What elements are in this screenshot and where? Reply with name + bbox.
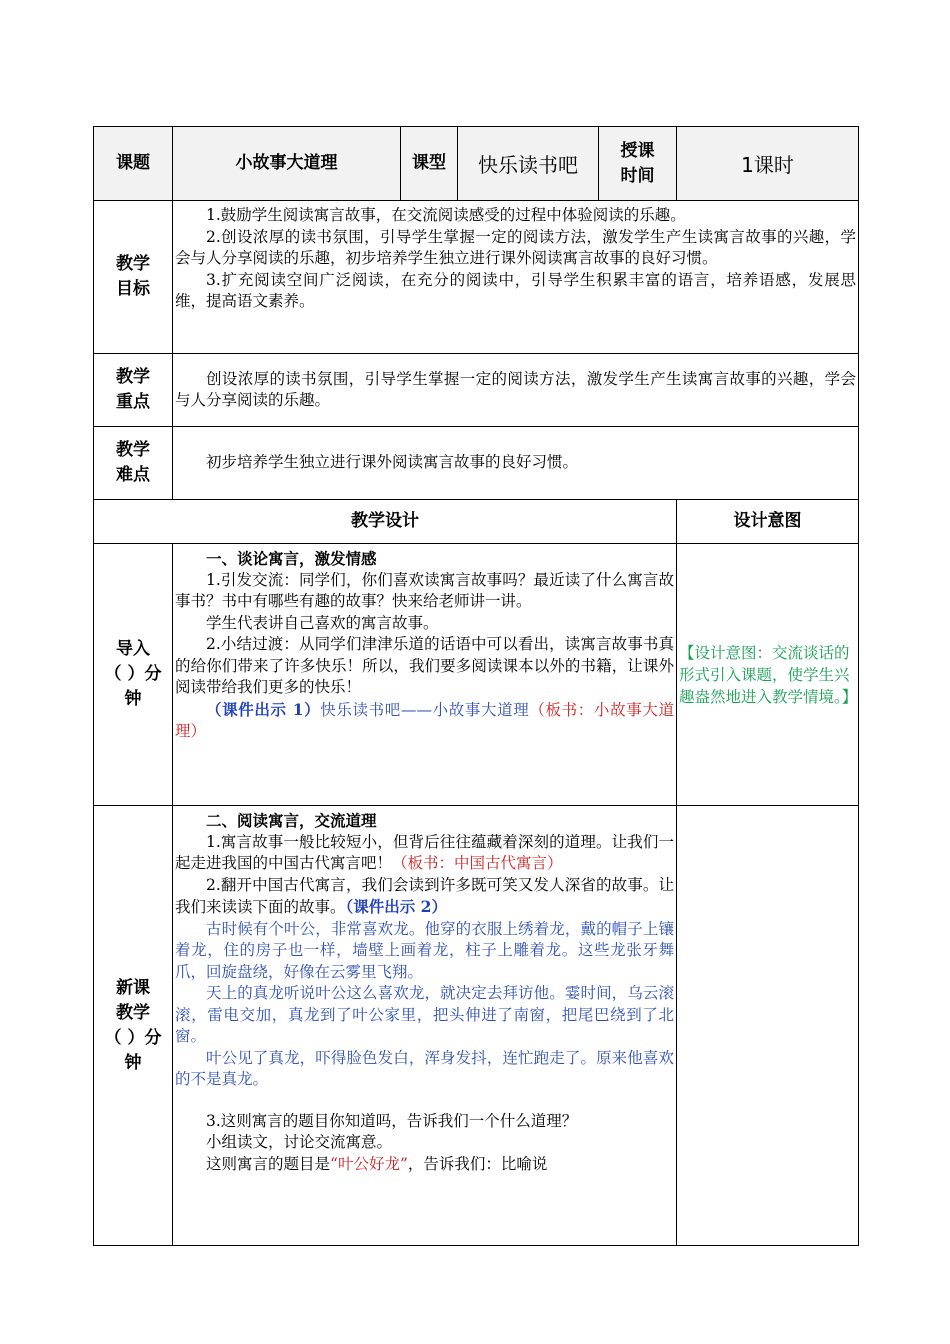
paragraph-text: ，告诉我们：比喻说 bbox=[407, 1154, 548, 1173]
intro-heading: 一、谈论寓言，激发情感 bbox=[206, 549, 377, 568]
new-lesson-label bbox=[94, 806, 173, 1246]
new-lesson-paragraph bbox=[175, 875, 674, 919]
paragraph-gap bbox=[175, 1091, 674, 1111]
time-label-line-2: 时间 bbox=[620, 165, 655, 186]
courseware-cue: （课件出示 1） bbox=[206, 699, 321, 719]
type-label: 课型 bbox=[401, 127, 458, 201]
paragraph-text: 这则寓言的题目是 bbox=[206, 1154, 331, 1173]
new-lesson-label-line-4: 钟 bbox=[124, 1052, 142, 1073]
difficulties-row bbox=[94, 427, 859, 500]
story-paragraph: 天上的真龙听说叶公这么喜欢龙，就决定去拜访他。霎时间，乌云滚滚，雷电交加，真龙到了叶公家里，把头伸进了南窗，把尾巴绕到了北窗。 bbox=[175, 984, 674, 1045]
intro-content bbox=[173, 544, 677, 806]
intro-label-line-2: （ ）分 bbox=[104, 664, 162, 684]
objectives-content bbox=[173, 201, 859, 354]
new-lesson-paragraph bbox=[175, 1154, 674, 1176]
new-lesson-row bbox=[94, 806, 859, 1246]
intro-label bbox=[94, 544, 173, 806]
intro-row bbox=[94, 544, 859, 806]
fable-title: “叶公好龙” bbox=[330, 1154, 408, 1173]
new-lesson-label-line-3: （ ）分 bbox=[104, 1027, 162, 1048]
key-points-content bbox=[173, 354, 859, 427]
new-lesson-intent bbox=[677, 806, 859, 1246]
difficulties-content bbox=[173, 427, 859, 500]
time-label-line-1: 授课 bbox=[620, 140, 655, 161]
board-note: （板书：小故事大道理） bbox=[175, 700, 674, 740]
difficulties-label bbox=[94, 427, 173, 500]
new-lesson-heading: 二、阅读寓言，交流道理 bbox=[206, 811, 377, 830]
courseware-text: 快乐读书吧——小故事大道理 bbox=[320, 700, 530, 719]
story-paragraph: 叶公见了真龙，吓得脸色发白，浑身发抖，连忙跑走了。原来他喜欢的不是真龙。 bbox=[175, 1048, 674, 1088]
time-label bbox=[599, 127, 677, 201]
design-header-row bbox=[94, 500, 859, 544]
story-paragraph: 古时候有个叶公，非常喜欢龙。他穿的衣服上绣着龙，戴的帽子上镶着龙，住的房子也一样，墙壁上画着龙，柱子上雕着龙。这些龙张牙舞爪，回旋盘绕，好像在云雾里飞翔。 bbox=[175, 919, 674, 981]
intent-header: 设计意图 bbox=[677, 500, 859, 544]
new-lesson-label-line-2: 教学 bbox=[116, 1002, 150, 1023]
intro-label-line-1: 导入 bbox=[116, 639, 150, 659]
new-lesson-paragraph bbox=[175, 832, 674, 875]
objectives-label bbox=[94, 201, 173, 354]
topic-label: 课题 bbox=[94, 127, 173, 201]
courseware-cue: （课件出示 2） bbox=[345, 897, 447, 916]
intro-paragraph: 1.引发交流：同学们，你们喜欢读寓言故事吗？最近读了什么寓言故事书？书中有哪些有趣的故事？快来给老师讲一讲。 bbox=[175, 570, 674, 610]
key-points-label bbox=[94, 354, 173, 427]
objectives-label-line-1: 教学 bbox=[116, 254, 150, 274]
new-lesson-content bbox=[173, 806, 677, 1246]
objectives-label-line-2: 目标 bbox=[116, 279, 150, 299]
header-row bbox=[94, 127, 859, 201]
new-lesson-paragraph: 小组读文，讨论交流寓意。 bbox=[206, 1133, 393, 1151]
intro-label-line-3: 钟 bbox=[124, 689, 142, 709]
intro-intent: 【设计意图：交流谈话的形式引入课题，使学生兴趣盎然地进入教学情境。】 bbox=[677, 544, 859, 806]
key-points-row bbox=[94, 354, 859, 427]
difficulties-text: 初步培养学生独立进行课外阅读寓言故事的良好习惯。 bbox=[206, 453, 579, 472]
intro-paragraph: 学生代表讲自己喜欢的寓言故事。 bbox=[206, 613, 439, 632]
paragraph-text: 1.寓言故事一般比较短小，但背后往往蕴藏着深刻的道理。让我们一起走进我国的中国古代寓言吧！ bbox=[175, 832, 674, 872]
board-note: （板书：中国古代寓言） bbox=[392, 854, 563, 872]
design-header: 教学设计 bbox=[94, 500, 677, 544]
type-value: 快乐读书吧 bbox=[458, 127, 599, 201]
difficulties-label-line-1: 教学 bbox=[116, 440, 150, 460]
objectives-row bbox=[94, 201, 859, 354]
paragraph-text: 2.翻开中国古代寓言，我们会读到许多既可笑又发人深省的故事。让我们来读读下面的故事。 bbox=[175, 875, 674, 916]
topic-value: 小故事大道理 bbox=[173, 127, 401, 201]
objective-item: 1.鼓励学生阅读寓言故事，在交流阅读感受的过程中体验阅读的乐趣。 bbox=[206, 206, 686, 224]
objective-item: 2.创设浓厚的读书氛围，引导学生掌握一定的阅读方法，激发学生产生读寓言故事的兴趣，学会与人分享阅读的乐趣，初步培养学生独立进行课外阅读寓言故事的良好习惯。 bbox=[175, 227, 856, 267]
intro-courseware-line bbox=[175, 699, 674, 743]
key-points-label-line-2: 重点 bbox=[116, 392, 150, 412]
key-points-text: 创设浓厚的读书氛围，引导学生掌握一定的阅读方法，激发学生产生读寓言故事的兴趣，学会与人分享阅读的乐趣。 bbox=[175, 369, 856, 409]
time-value: 1课时 bbox=[677, 127, 859, 201]
key-points-label-line-1: 教学 bbox=[116, 367, 150, 387]
objective-item: 3.扩充阅读空间广泛阅读，在充分的阅读中，引导学生积累丰富的语言，培养语感，发展思维，提高语文素养。 bbox=[175, 270, 856, 310]
new-lesson-label-line-1: 新课 bbox=[116, 977, 150, 998]
intro-paragraph: 2.小结过渡：从同学们津津乐道的话语中可以看出，读寓言故事书真的给你们带来了许多快乐！所以，我们要多阅读课本以外的书籍，让课外阅读带给我们更多的快乐！ bbox=[175, 635, 674, 696]
difficulties-label-line-2: 难点 bbox=[116, 465, 150, 485]
new-lesson-paragraph: 3.这则寓言的题目你知道吗，告诉我们一个什么道理？ bbox=[206, 1111, 578, 1130]
lesson-plan-table bbox=[93, 126, 859, 1246]
